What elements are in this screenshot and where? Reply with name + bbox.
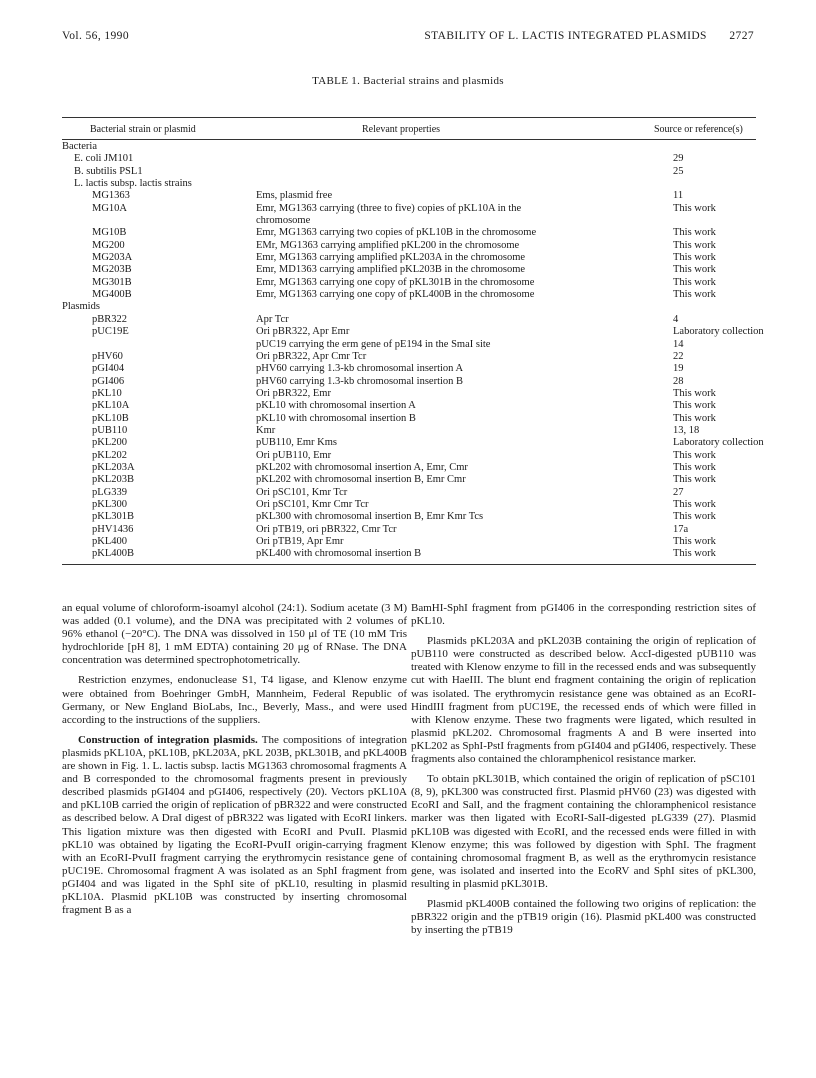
table-row: [62, 413, 756, 425]
properties-cell: Apr Tcr: [256, 313, 289, 325]
paragraph: [62, 734, 407, 917]
table-body: [62, 141, 764, 561]
table-row: [62, 166, 756, 178]
strain-cell: pUB110: [92, 424, 128, 436]
properties-cell: Emr, MG1363 carrying two copies of pKL10B in the chromosome: [256, 227, 537, 239]
table-row: [62, 141, 756, 153]
table-row: [62, 450, 756, 462]
source-cell: This work: [673, 511, 716, 523]
strain-cell: pHV1436: [92, 523, 134, 535]
source-cell: This work: [673, 289, 716, 301]
source-cell: This work: [673, 239, 716, 251]
properties-cell: pKL202 with chromosomal insertion B, Emr Cmr: [256, 474, 466, 486]
properties-cell: pUC19 carrying the erm gene of pE194 in the SmaI site: [256, 338, 491, 350]
source-cell: 25: [673, 165, 684, 177]
source-cell: 13, 18: [673, 424, 700, 436]
source-cell: This work: [673, 548, 716, 560]
source-cell: 28: [673, 375, 684, 387]
strain-cell: pHV60: [92, 350, 123, 362]
source-cell: This work: [673, 387, 716, 399]
strain-cell: pKL400B: [92, 548, 134, 560]
table-row: [62, 524, 756, 536]
section-heading: Construction of integration plasmids.: [78, 733, 258, 746]
paragraph: To obtain pKL301B, which contained the origin of replication of pSC101 (8, 9), pKL300 was constructed first. Plasmid pHV60 (23) was digested with EcoRI and SalI, and the fragment containing the chloramphenicol resistance marker was then ligated with EcoRI-SalI-digested pLG339 (27). Plasmid pKL10B was digested with EcoRI, and the recessed ends were filled in with Klenow enzyme; this was followed by digestion with SphI. The fragment containing chromosomal fragment B, as well as the erythromycin resistance gene, was isolated and inserted into the EcoRV and SphI sites of pKL300, resulting in plasmid pKL301B.: [411, 773, 756, 890]
table-top-rule: [62, 117, 756, 118]
table-row: [62, 487, 756, 499]
properties-cell: pHV60 carrying 1.3-kb chromosomal insertion A: [256, 363, 464, 375]
strain-cell: pKL202: [92, 449, 127, 461]
strain-cell: MG200: [92, 239, 125, 251]
strain-cell: pKL10A: [92, 400, 130, 412]
table-row: [62, 376, 756, 388]
strain-cell: pKL400: [92, 536, 127, 547]
properties-cell: EMr, MG1363 carrying amplified pKL200 in the chromosome: [256, 239, 520, 251]
strain-cell: pGI404: [92, 363, 125, 375]
source-cell: This work: [673, 202, 716, 214]
strain-cell: pKL200: [92, 437, 127, 449]
table-row: [62, 425, 756, 437]
strain-cell: MG400B: [92, 289, 132, 301]
source-cell: 29: [673, 153, 684, 165]
source-cell: This work: [673, 449, 716, 461]
properties-cell: pHV60 carrying 1.3-kb chromosomal insertion B: [256, 375, 464, 387]
paragraph: BamHI-SphI fragment from pGI406 in the corresponding restriction sites of pKL10.: [411, 602, 756, 628]
strain-cell: pKL203B: [92, 474, 134, 486]
strain-cell: pGI406: [92, 375, 125, 387]
properties-cell: Emr, MD1363 carrying amplified pKL203B in the chromosome: [256, 264, 526, 276]
source-cell: This work: [673, 276, 716, 288]
table-row: [62, 339, 756, 351]
table-row: [62, 548, 756, 560]
paragraph: Plasmid pKL400B contained the following two origins of replication: the pBR322 origin and the pTB19 origin (16). Plasmid pKL400 was constructed by inserting the pTB19: [411, 897, 756, 937]
strain-cell: pLG339: [92, 486, 127, 498]
table-row: [62, 351, 756, 363]
properties-cell: Ori pUB110, Emr: [256, 449, 332, 461]
strain-cell: Bacteria: [62, 141, 97, 152]
table-row: [62, 277, 756, 289]
strain-cell: B. subtilis PSL1: [74, 165, 143, 177]
running-header: [424, 30, 754, 42]
table-caption: TABLE 1. Bacterial strains and plasmids: [312, 75, 504, 87]
properties-cell: pKL400 with chromosomal insertion B: [256, 548, 422, 560]
properties-cell: pKL202 with chromosomal insertion A, Emr, Cmr: [256, 461, 468, 473]
table-row: [62, 301, 756, 313]
table-row: [62, 153, 756, 165]
paragraph: an equal volume of chloroform-isoamyl alcohol (24:1). Sodium acetate (3 M) was added (0.1 volume), and the DNA was precipitated with 2 volumes of 96% ethanol (−20°C). The DNA was dissolved in 150 μl of TE (10 mM Tris hydrochloride [pH 8], 1 mM EDTA) containing 20 μg of RNase. The DNA concentration was determined spectrophotometrically.: [62, 602, 407, 667]
strain-cell: MG203B: [92, 264, 132, 276]
source-cell: This work: [673, 498, 716, 510]
source-cell: Laboratory collection: [673, 437, 764, 449]
source-cell: This work: [673, 264, 716, 276]
column-header-source: Source or reference(s): [654, 124, 743, 135]
strain-cell: E. coli JM101: [74, 153, 134, 165]
properties-cell: Ori pTB19, Apr Emr: [256, 536, 344, 547]
properties-cell: pUB110, Emr Kms: [256, 437, 337, 449]
properties-cell: Emr, MG1363 carrying amplified pKL203A in the chromosome: [256, 252, 526, 264]
properties-cell: Ori pBR322, Apr Emr: [256, 326, 350, 338]
table-row: [62, 400, 756, 412]
strain-cell: pKL10B: [92, 412, 129, 424]
source-cell: 4: [673, 313, 679, 325]
source-cell: 17a: [673, 523, 689, 535]
properties-cell: Emr, MG1363 carrying one copy of pKL301B in the chromosome: [256, 276, 535, 288]
table-row: [62, 203, 756, 228]
properties-cell: Ori pSC101, Kmr Cmr Tcr: [256, 498, 369, 510]
source-cell: 22: [673, 350, 684, 362]
source-cell: This work: [673, 412, 716, 424]
properties-cell: Kmr: [256, 424, 276, 436]
properties-cell: pKL300 with chromosomal insertion B, Emr Kmr Tcs: [256, 511, 484, 523]
table-row: [62, 388, 756, 400]
properties-cell: Ori pBR322, Emr: [256, 387, 331, 399]
table-row: [62, 240, 756, 252]
strain-cell: MG1363: [92, 190, 130, 202]
strain-cell: L. lactis subsp. lactis strains: [74, 178, 192, 190]
body-column-left: [62, 602, 407, 924]
table-row: [62, 252, 756, 264]
table-row: [62, 437, 764, 449]
table-row: [62, 363, 756, 375]
properties-cell: Ori pSC101, Kmr Tcr: [256, 486, 348, 498]
properties-cell: Emr, MG1363 carrying one copy of pKL400B in the chromosome: [256, 289, 535, 301]
properties-cell: Emr, MG1363 carrying (three to five) copies of pKL10A in the chromosome: [256, 202, 522, 227]
strain-cell: MG301B: [92, 276, 132, 288]
strain-cell: MG10B: [92, 227, 127, 239]
table-row: [62, 462, 756, 474]
source-cell: This work: [673, 461, 716, 473]
body-column-right: [411, 602, 756, 944]
properties-cell: Ems, plasmid free: [256, 190, 333, 202]
table-row: [62, 190, 756, 202]
strain-cell: pKL203A: [92, 461, 135, 473]
table-row: [62, 499, 756, 511]
paragraph-text: The compositions of integration plasmids pKL10A, pKL10B, pKL203A, pKL 203B, pKL301B, and pKL400B are shown in Fig. 1. L. lactis subsp. lactis MG1363 chromosomal fragments A and B corresponded to the chromosomal fragments present in previously described plasmids pGI404 and pGI406, respectively (20). Vectors pKL10A and pKL10B carried the origin of replication of pBR322 and were constructed as described below. A DraI digest of pBR322 was ligated with EcoRI linkers. This ligation mixture was then digested with EcoRI and PvuII. Plasmid pKL10 was obtained by ligating the EcoRI-PvuII origin-carrying fragment with an EcoRI-PvuII fragment carrying the erythromycin resistance gene of pUC19E. Chromosomal fragment A was isolated as an SphI fragment from pGI404 and was ligated in the SphI site of pKL10, resulting in plasmid pKL10A. Plasmid pKL10B was constructed by inserting chromosomal fragment B as a: [62, 733, 407, 917]
source-cell: This work: [673, 252, 716, 264]
table-row: [62, 511, 756, 523]
table-row: [62, 536, 756, 548]
strain-cell: pKL301B: [92, 511, 134, 523]
table-row: [62, 474, 756, 486]
volume-label: Vol. 56, 1990: [62, 30, 129, 42]
source-cell: 27: [673, 486, 684, 498]
source-cell: This work: [673, 227, 716, 239]
strain-cell: pKL10: [92, 387, 122, 399]
properties-cell: Ori pTB19, ori pBR322, Cmr Tcr: [256, 523, 397, 535]
properties-cell: Ori pBR322, Apr Cmr Tcr: [256, 350, 367, 362]
source-cell: This work: [673, 474, 716, 486]
source-cell: 19: [673, 363, 684, 375]
paragraph: Restriction enzymes, endonuclease S1, T4 ligase, and Klenow enzyme were obtained from Boehringer GmbH, Mannheim, Federal Republic of Germany, or New England BioLabs, Inc., Beverly, Mass., and were used according to the instructions of the suppliers.: [62, 674, 407, 726]
source-cell: 14: [673, 338, 684, 350]
table-row: [62, 264, 756, 276]
page-number: 2727: [729, 30, 754, 42]
column-header-strain: Bacterial strain or plasmid: [90, 124, 196, 135]
source-cell: 11: [673, 190, 684, 202]
strain-cell: pKL300: [92, 498, 127, 510]
strain-cell: Plasmids: [62, 301, 100, 313]
running-title: STABILITY OF L. LACTIS INTEGRATED PLASMIDS: [424, 30, 707, 42]
table-header-rule: [62, 139, 756, 140]
strain-cell: MG10A: [92, 202, 128, 214]
paragraph: Plasmids pKL203A and pKL203B containing the origin of replication of pUB110 were constructed as described below. AccI-digested pUB110 was treated with Klenow enzyme to fill in the recessed ends and was subsequently cut with HaeIII. The blunt end fragment containing the origin of replication was isolated. The erythromycin resistance gene was obtained as an EcoRI-HindIII fragment from pUC19E, the recessed ends of which were filled in with Klenow enzyme. These two fragments were ligated, which resulted in plasmid pKL202. Chromosomal fragments A and B were inserted into pKL202 as SphI-PstI fragments from pGI404 and pGI406, respectively. These fragments also contained the chloramphenicol resistance marker.: [411, 635, 756, 766]
table-row: [62, 227, 756, 239]
table-row: [62, 289, 756, 301]
table-bottom-rule: [62, 564, 756, 565]
strain-cell: MG203A: [92, 252, 133, 264]
source-cell: This work: [673, 536, 716, 547]
properties-cell: pKL10 with chromosomal insertion B: [256, 412, 416, 424]
table-row: [62, 314, 756, 326]
table-row: [62, 326, 764, 338]
source-cell: This work: [673, 400, 716, 412]
source-cell: Laboratory collection: [673, 326, 764, 338]
column-header-properties: Relevant properties: [362, 124, 441, 135]
strain-cell: pBR322: [92, 313, 128, 325]
strain-cell: pUC19E: [92, 326, 129, 338]
properties-cell: pKL10 with chromosomal insertion A: [256, 400, 416, 412]
table-row: [62, 178, 756, 190]
